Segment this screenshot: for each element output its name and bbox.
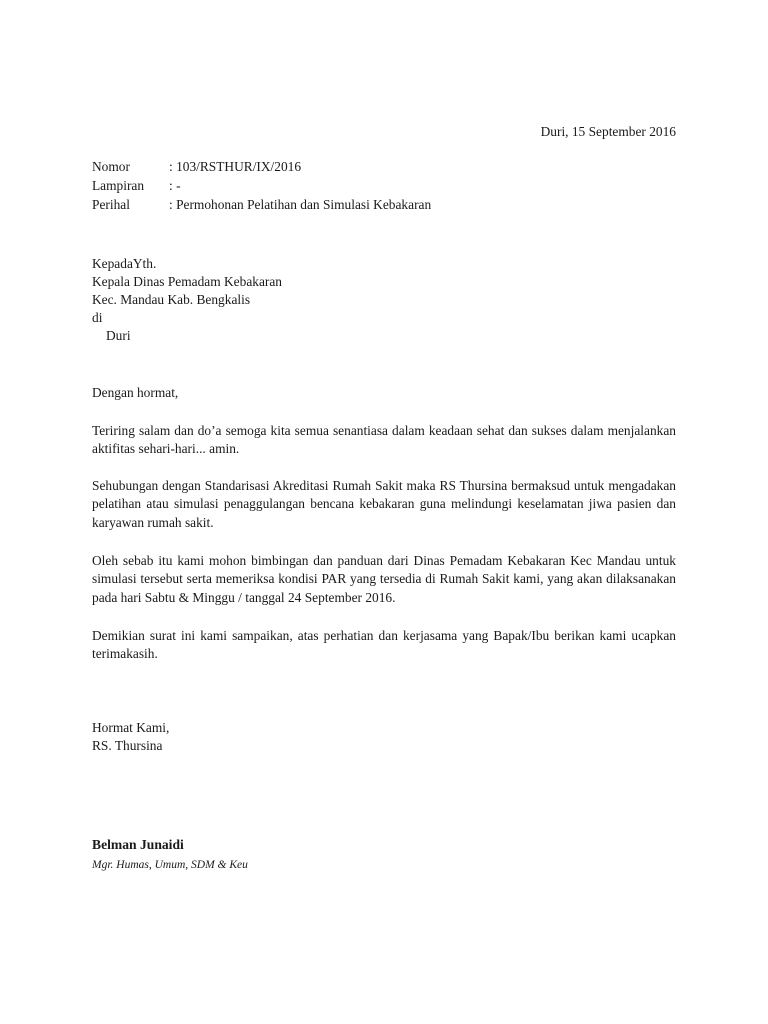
perihal-label: Perihal — [92, 197, 130, 212]
closing-line-2: RS. Thursina — [92, 738, 163, 753]
signer-title: Mgr. Humas, Umum, SDM & Keu — [92, 859, 248, 871]
nomor-value: : 103/RSTHUR/IX/2016 — [169, 159, 302, 174]
closing-block — [92, 719, 169, 755]
nomor-label: Nomor — [92, 159, 130, 174]
signer-block — [92, 836, 248, 874]
perihal-value: : Permohonan Pelatihan dan Simulasi Kebakaran — [169, 197, 432, 212]
paragraph-2: Sehubungan dengan Standarisasi Akreditasi Rumah Sakit maka RS Thursina bermaksud untuk mengadakan pelatihan atau simulasi penaggulangan bencana kebakaran guna melindungi keselamatan jiwa pasien dan karyawan rumah sakit. — [92, 478, 676, 530]
paragraph-3: Oleh sebab itu kami mohon bimbingan dan panduan dari Dinas Pemadam Kebakaran Kec Mandau untuk simulasi tersebut serta memeriksa kondisi PAR yang tersedia di Rumah Sakit kami, yang akan dilaksanakan pada hari Sabtu & Minggu / tanggal 24 September 2016. — [92, 553, 676, 605]
recipient-line-3: Kec. Mandau Kab. Bengkalis — [92, 292, 251, 307]
recipient-line-5: Duri — [106, 328, 131, 343]
paragraph-1: Teriring salam dan do’a semoga kita semua senantiasa dalam keadaan sehat dan sukses dalam menjalankan aktifitas sehari-hari... amin. — [92, 423, 676, 457]
recipient-line-4: di — [92, 310, 103, 325]
letter-date: Duri, 15 September 2016 — [540, 124, 676, 139]
recipient-line-2: Kepala Dinas Pemadam Kebakaran — [92, 274, 282, 289]
signer-name: Belman Junaidi — [92, 837, 184, 852]
lampiran-value: : - — [169, 178, 181, 193]
recipient-line-1: KepadaYth. — [92, 256, 157, 271]
salutation: Dengan hormat, — [92, 385, 179, 400]
lampiran-label: Lampiran — [92, 178, 145, 193]
paragraph-4: Demikian surat ini kami sampaikan, atas perhatian dan kerjasama yang Bapak/Ibu berikan kami ucapkan terimakasih. — [92, 628, 676, 662]
recipient-block — [92, 255, 282, 345]
closing-line-1: Hormat Kami, — [92, 720, 170, 735]
